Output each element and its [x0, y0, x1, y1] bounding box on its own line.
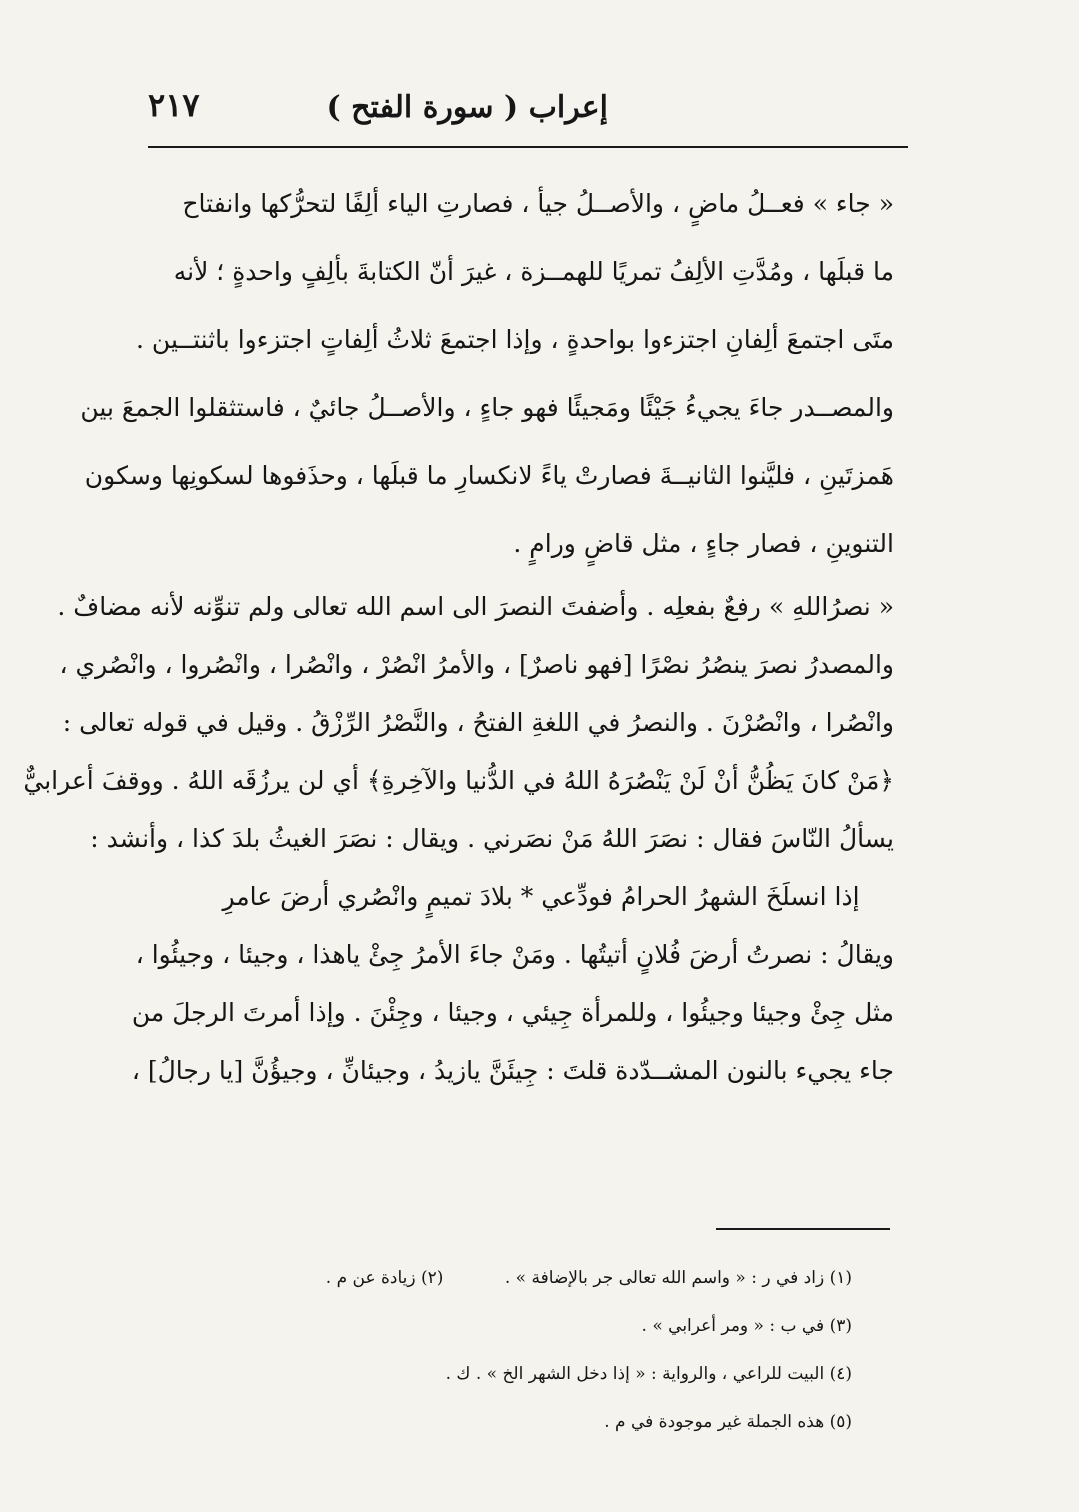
text-line: « نصرُاللهِ » رفعٌ بفعلِه . وأضفتَ النصرَ الى اسم الله تعالى ولم تنوِّنه لأنه مضافٌ .	[57, 592, 894, 621]
text-line: والمصــدر جاءَ يجيءُ جَيْئًا ومَجيئًا فهو جاءٍ ، والأصــلُ جائيٌ ، فاستثقلوا الجمعَ بين	[80, 393, 894, 422]
footnote-4: (٤) البيت للراعي ، والرواية : « إذا دخل الشهر الخ » . ك .	[445, 1364, 852, 1384]
main-text	[23, 170, 894, 1100]
text-line: التنوينِ ، فصار جاءٍ ، مثل قاضٍ ورامٍ .	[513, 529, 894, 558]
text-line: والمصدرُ نصرَ ينصُرُ نصْرًا [فهو ناصرٌ] ، والأمرُ انْصُرْ ، وانْصُرا ، وانْصُروا ، وانْصُري ،	[59, 650, 894, 679]
text-line: وانْصُرا ، وانْصُرْنَ . والنصرُ في اللغةِ الفتحُ ، والنَّصْرُ الرِّزْقُ . وقيل في قوله تعالى :	[62, 708, 894, 737]
footnote-5: (٥) هذه الجملة غير موجودة في م .	[604, 1412, 852, 1432]
running-title: إعراب ( سورة الفتح )	[326, 90, 608, 125]
running-head	[148, 78, 908, 140]
header-rule	[148, 146, 908, 148]
text-line: مثل جِئْ وجيئا وجيئُوا ، وللمرأة جِيئي ، وجيئا ، وجِئْنَ . وإذا أمرتَ الرجلَ من	[131, 998, 894, 1027]
text-line: ﴿مَنْ كانَ يَظُنُّ أنْ لَنْ يَنْصُرَهُ اللهُ في الدُّنيا والآخِرةِ﴾ أي لن يرزُقَه اللهُ . ووقفَ أعرابيٌّ	[23, 766, 894, 795]
footnotes	[240, 1258, 852, 1450]
footnote-3: (٣) في ب : « ومر أعرابي » .	[641, 1316, 852, 1336]
footnote-2: (٢) زيادة عن م .	[325, 1268, 444, 1288]
text-line: يسألُ النّاسَ فقال : نصَرَ اللهُ مَنْ نصَرني . ويقال : نصَرَ الغيثُ بلدَ كذا ، وأنشد :	[90, 824, 894, 853]
text-line: جاء يجيء بالنون المشــدّدة قلتَ : جِيئَنَّ يازيدُ ، وجيئانِّ ، وجيؤُنَّ [يا رجالُ] ،	[131, 1056, 894, 1085]
text-line: ما قبلَها ، ومُدَّتِ الألِفُ تمريًا للهمــزة ، غيرَ أنّ الكتابةَ بألِفٍ واحدةٍ ؛ لأنه	[173, 257, 894, 286]
verse-line: إذا انسلَخَ الشهرُ الحرامُ فودِّعي * بلادَ تميمٍ وانْصُري أرضَ عامرِ	[222, 882, 860, 911]
footnote-row	[240, 1402, 852, 1450]
footnote-row	[240, 1306, 852, 1354]
footnote-1: (١) زاد في ر : « واسم الله تعالى جر بالإضافة » .	[504, 1268, 852, 1288]
page-number: ٢١٧	[148, 86, 200, 124]
text-line: ويقالُ : نصرتُ أرضَ فُلانٍ أتيتُها . ومَنْ جاءَ الأمرُ جِئْ ياهذا ، وجيئا ، وجيئُوا ،	[135, 940, 894, 969]
footnote-row	[240, 1258, 852, 1306]
text-line: « جاء » فعــلُ ماضٍ ، والأصــلُ جيأ ، فصارتِ الياء ألِفًا لتحرُّكها وانفتاح	[182, 189, 894, 218]
footnote-rule	[716, 1228, 890, 1230]
footnote-row	[240, 1354, 852, 1402]
text-line: متَى اجتمعَ ألِفانِ اجتزءوا بواحدةٍ ، وإذا اجتمعَ ثلاثُ ألِفاتٍ اجتزءوا باثنتــين .	[136, 325, 894, 354]
text-line: هَمزتَينِ ، فليَّنوا الثانيــةَ فصارتْ ياءً لانكسارِ ما قبلَها ، وحذَفوها لسكونِها وسكون	[84, 461, 894, 490]
